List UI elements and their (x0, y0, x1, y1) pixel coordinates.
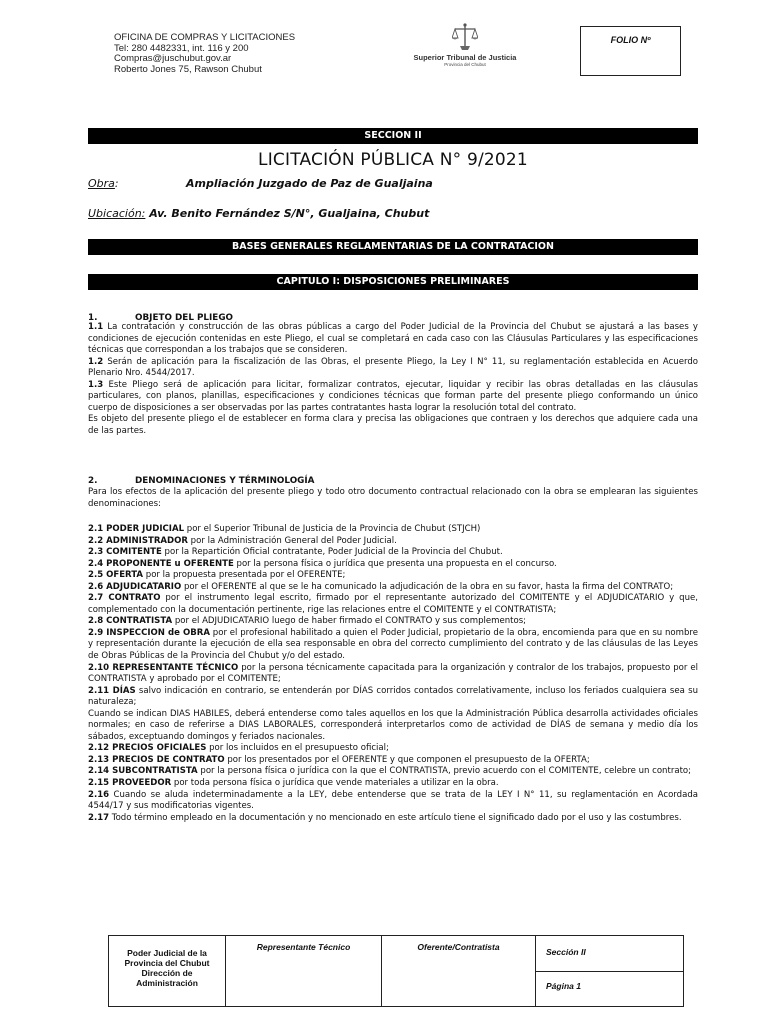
definition-term: 2.12 PRECIOS OFICIALES (88, 743, 207, 754)
definition-item (88, 790, 698, 813)
footer-signature-table (108, 935, 684, 1007)
obra-colon: : (114, 177, 119, 190)
scales-of-justice-icon (452, 22, 478, 52)
definition-text: por la persona física o jurídica con la que el CONTRATISTA, previo acuerdo con el COMITENTE, celebre un contrato; (197, 766, 692, 777)
definition-text: por los presentados por el OFERENTE y que componen el presupuesto de la OFERTA; (224, 754, 590, 765)
office-line: Compras@juschubut.gov.ar (114, 53, 232, 65)
paragraph (88, 322, 698, 357)
definition-item (88, 755, 698, 767)
paragraph (88, 380, 698, 415)
office-line: Roberto Jones 75, Rawson Chubut (114, 63, 262, 75)
oferente-label: Oferente/Contratista (417, 942, 500, 952)
definition-term: 2.6 ADJUDICATARIO (88, 581, 182, 592)
obra-line (88, 177, 698, 190)
footer-pagina: Página 1 (546, 981, 581, 991)
footer-org-line: Poder Judicial de la (127, 948, 207, 958)
definition-term: 2.3 COMITENTE (88, 547, 162, 558)
definition-item (88, 766, 698, 778)
definition-item (88, 593, 698, 616)
definition-term: 2.11 DÍAS (88, 685, 136, 696)
definition-term: 2.16 (88, 789, 110, 800)
definition-item (88, 813, 698, 825)
paragraph-text: Es objeto del presente pliego el de establecer en forma clara y precisa las obligaciones que contraen y los derechos que adquiere cada una de las partes. (88, 414, 698, 436)
definition-text: por el OFERENTE al que se le ha comunicado la adjudicación de la obra en su favor, hasta la firma del CONTRATO; (181, 581, 674, 592)
obra-label: Obra (88, 177, 115, 190)
paragraph-text: Para los efectos de la aplicación del presente pliego y todo otro documento contractual relacionado con la obra se emplearan las siguientes denominaciones: (88, 487, 698, 509)
definition-term: 2.8 CONTRATISTA (88, 616, 173, 627)
section-1-number: 1. (88, 313, 98, 323)
paragraph (88, 414, 698, 437)
ubicacion-label: Ubicación: (88, 207, 146, 220)
definition-item (88, 559, 698, 571)
definition-term: 2.15 PROVEEDOR (88, 778, 172, 789)
definition-item (88, 628, 698, 663)
footer-org-line: Administración (136, 978, 198, 988)
definition-text: por la persona física o jurídica que presenta una propuesta en el concurso. (233, 558, 557, 569)
ubicacion-value: Av. Benito Fernández S/N°, Gualjaina, Chubut (145, 207, 430, 220)
section-bar: SECCION II (88, 128, 698, 144)
folio-label: FOLIO Nº (610, 35, 651, 45)
definition-term: 2.7 CONTRATO (88, 593, 161, 604)
definition-term: 2.14 SUBCONTRATISTA (88, 766, 198, 777)
definition-text: por el instrumento legal escrito, firmado por el representante autorizado del COMITENTE y el ADJUDICATARIO y que, complementado con la documentación pertinente, rige las relaciones entre el COMITENTE y el CONTRATISTA; (88, 593, 698, 615)
definition-item (88, 547, 698, 559)
definition-item (88, 582, 698, 594)
footer-oferente (382, 936, 536, 1006)
definition-text: por la Repartición Oficial contratante, Poder Judicial de la Provincia del Chubut. (161, 547, 503, 558)
definition-item (88, 524, 698, 536)
definition-item (88, 616, 698, 628)
definition-term: 2.1 PODER JUDICIAL (88, 524, 185, 534)
paragraph-number: 1.1 (88, 322, 104, 332)
section-1-title: OBJETO DEL PLIEGO (135, 313, 234, 323)
definition-item (88, 663, 698, 686)
footer-section-page (536, 936, 683, 1006)
footer-organization (109, 936, 226, 1006)
section-2-number: 2. (88, 476, 98, 486)
paragraph-text: Este Pliego será de aplicación para licitar, formalizar contratos, ejecutar, liquidar y recibir las obras detalladas en las cláusulas particulares, con planos, planillas, especificaciones y condiciones técnicas que forman parte del presente pliego conformando un único cuerpo de disposiciones a ser observadas por las partes contratantes hasta lograr la resolución total del contrato. (88, 379, 698, 413)
rep-tecnico-label: Representante Técnico (256, 942, 351, 952)
document-title: LICITACIÓN PÚBLICA N° 9/2021 (258, 150, 528, 170)
paragraph-number: 1.2 (88, 356, 104, 367)
section-2-title: DENOMINACIONES Y TÉRMINOLOGÍA (135, 476, 315, 486)
logo-title: Superior Tribunal de Justicia (413, 53, 517, 62)
definition-item (88, 709, 698, 744)
definition-text: Cuando se aluda indeterminadamente a la LEY, debe entenderse que se trata de la LEY I N° 11, su reglamentación en Acordada 4544/17 y sus modificatorias vigentes. (88, 789, 698, 812)
definition-text: salvo indicación en contrario, se entenderán por DÍAS corridos contados correlativamente, incluso los feriados cualquiera sea su naturaleza; (88, 685, 699, 708)
office-line: Tel: 280 4482331, int. 116 y 200 (114, 42, 249, 54)
footer-seccion: Sección II (536, 936, 683, 972)
paragraph (88, 357, 698, 380)
definition-text: por el profesional habilitado a quien el Poder Judicial, propietario de la obra, encomienda para que en su nombre y representación durante la ejecución de ella sea responsable en obra del correcto cumplimiento del contrato y de las cláusulas de las Leyes de Obras Públicas de la Provincia del Chubut y/o del estado. (88, 627, 698, 662)
definition-text: Todo término empleado en la documentación y no mencionado en este artículo tiene el significado dado por el uso y las costumbres. (109, 812, 682, 823)
definition-item (88, 686, 698, 709)
paragraph-number: 1.3 (88, 379, 104, 390)
definition-item (88, 743, 698, 755)
capitulo-bar: CAPITULO I: DISPOSICIONES PRELIMINARES (88, 274, 698, 290)
definition-text: por los incluidos en el presupuesto oficial; (206, 743, 389, 754)
paragraph-text: La contratación y construcción de las obras públicas a cargo del Poder Judicial de la Provincia del Chubut se ajustará a las bases y condiciones de ejecución contenidas en este Pliego, el cual se completará en cada caso con las Cláusulas Particulares y las especificaciones técnicas que correspondan a los trabajos que se consideren. (88, 322, 698, 356)
court-logo (405, 22, 525, 80)
definition-text: por la persona técnicamente capacitada para la organización y contralor de los trabajos, propuesto por el CONTRATISTA y aprobado por el COMITENTE; (88, 662, 698, 685)
definition-term: 2.4 PROPONENTE u OFERENTE (88, 558, 234, 569)
office-contact-block (114, 33, 374, 75)
definition-item (88, 778, 698, 790)
obra-value: Ampliación Juzgado de Paz de Gualjaina (186, 177, 433, 190)
definition-text: por la Administración General del Poder Judicial. (187, 535, 397, 546)
section-2-heading (88, 476, 698, 486)
footer-org-line: Provincia del Chubut (124, 958, 210, 968)
definition-text: por el Superior Tribunal de Justicia de la Provincia de Chubut (STJCH) (184, 524, 481, 534)
footer-rep-tecnico (226, 936, 382, 1006)
definition-term: 2.5 OFERTA (88, 570, 144, 581)
bases-bar: BASES GENERALES REGLAMENTARIAS DE LA CONTRATACION (88, 239, 698, 255)
logo-subtitle: Provincia del Chubut (444, 62, 486, 67)
folio-box (580, 26, 681, 76)
definition-text: Cuando se indican DIAS HABILES, deberá entenderse como tales aquellos en los que la Administración Pública desarrolla actividades oficiales normales; en caso de referirse a DIAS LABORALES, corresponderá interpretarlos como de actividad de DÍAS de semana y medio día los sábados, exceptuando domingos y feriados nacionales. (88, 708, 698, 742)
definition-item (88, 570, 698, 582)
footer-org-line: Dirección de (141, 968, 193, 978)
section-2-definitions (88, 524, 698, 824)
office-line: OFICINA DE COMPRAS Y LICITACIONES (114, 32, 296, 43)
definition-text: por toda persona física o jurídica que vende materiales a utilizar en la obra. (171, 778, 499, 789)
section-1-body (88, 322, 698, 437)
definition-term: 2.17 (88, 812, 110, 823)
definition-text: por el ADJUDICATARIO luego de haber firmado el CONTRATO y sus complementos; (172, 616, 527, 627)
definition-text: por la propuesta presentada por el OFERENTE; (143, 570, 346, 581)
definition-term: 2.9 INSPECCION de OBRA (88, 627, 210, 638)
definition-term: 2.13 PRECIOS DE CONTRATO (88, 754, 225, 765)
ubicacion-line (88, 207, 698, 220)
paragraph-text: Serán de aplicación para la fiscalización de las Obras, el presente Pliego, la Ley I N° 11, su reglamentación establecida en Acuerdo Plenario Nro. 4544/2017. (88, 356, 698, 379)
section-2-intro (88, 487, 698, 510)
definition-term: 2.10 REPRESENTANTE TÉCNICO (88, 662, 239, 673)
definition-term: 2.2 ADMINISTRADOR (88, 535, 188, 546)
definition-item (88, 536, 698, 548)
